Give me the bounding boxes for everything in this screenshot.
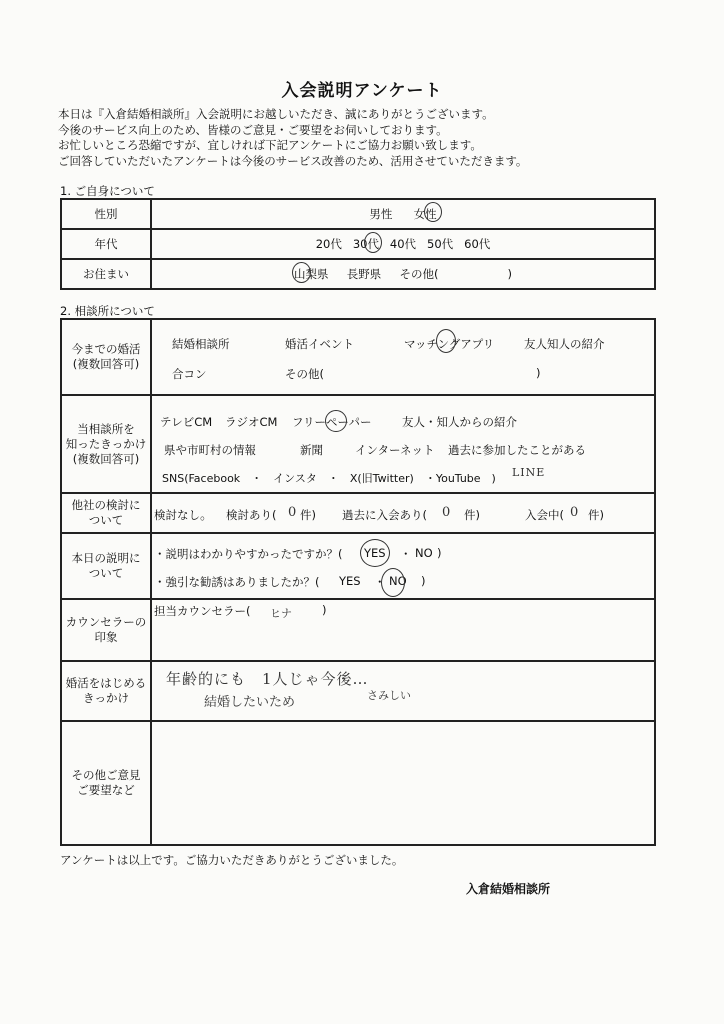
selection-circle xyxy=(360,539,390,567)
other-past-count[interactable]: 0 xyxy=(442,505,451,520)
age-50s[interactable]: 50代 xyxy=(427,237,454,251)
reason-side-note: さみしい xyxy=(367,689,411,702)
reason-line2: 結婚したいため xyxy=(204,695,296,710)
other-current-count[interactable]: 0 xyxy=(570,505,579,520)
q2-yes[interactable]: YES xyxy=(339,574,361,588)
form-title: 入会説明アンケート xyxy=(281,81,443,101)
selection-circle xyxy=(424,202,442,222)
counselor-field xyxy=(151,599,655,661)
intro-line: ご回答していただいたアンケートは今後のサービス改善のため、活用させていただきます。 xyxy=(58,153,528,168)
gender-female[interactable]: 女性 xyxy=(414,206,437,222)
trigger-handwritten-line: LINE xyxy=(512,466,546,479)
reason-line1: 年齢的にも 1人じゃ今後… xyxy=(166,670,369,688)
other-none[interactable]: 検討なし xyxy=(154,508,200,522)
history-other-close: ) xyxy=(536,366,541,380)
other-past-unit: 件) xyxy=(464,508,480,522)
trigger-radiocm[interactable]: ラジオCM xyxy=(225,415,278,429)
counselor-name-close: ) xyxy=(322,603,327,617)
selection-circle xyxy=(436,329,456,353)
history-app[interactable]: マッチングアプリ xyxy=(404,337,495,351)
trigger-local-info[interactable]: 県や市町村の情報 xyxy=(164,443,256,457)
other-considered-unit: 件) xyxy=(300,508,316,522)
other-current[interactable]: 入会中( xyxy=(525,508,564,522)
other-agencies-options xyxy=(151,493,655,533)
trigger-sns[interactable]: SNS(Facebook ・ インスタ ・ X(旧Twitter) ・YouTube ) xyxy=(162,472,496,485)
trigger-past[interactable]: 過去に参加したことがある xyxy=(448,443,586,457)
history-friend[interactable]: 友人知人の紹介 xyxy=(524,337,605,351)
reason-label: 婚活をはじめる きっかけ xyxy=(61,661,151,721)
history-agency[interactable]: 結婚相談所 xyxy=(172,337,230,351)
trigger-newspaper[interactable]: 新聞 xyxy=(300,443,323,457)
footer-text: アンケートは以上です。ご協力いただきありがとうございました。 xyxy=(60,853,404,867)
trigger-tvcm[interactable]: テレビCM xyxy=(160,415,213,429)
trigger-options xyxy=(151,395,655,493)
q1-yes[interactable]: YES xyxy=(364,546,386,560)
other-considered[interactable]: 検討あり( xyxy=(226,508,277,522)
counselor-label: カウンセラーの 印象 xyxy=(61,599,151,661)
residence-label: お住まい xyxy=(61,259,151,289)
age-20s[interactable]: 20代 xyxy=(315,237,342,251)
explanation-label: 本日の説明に ついて xyxy=(61,533,151,599)
section1-title: 1. ご自身について xyxy=(60,184,155,198)
history-gokon[interactable]: 合コン xyxy=(172,367,207,381)
gender-label: 性別 xyxy=(61,199,151,229)
other-considered-count[interactable]: 0 xyxy=(288,505,297,520)
q1-close: ) xyxy=(437,546,442,560)
q2-text: ・強引な勧誘はありましたか？( xyxy=(154,575,320,589)
history-other[interactable]: その他( xyxy=(285,367,324,381)
company-name: 入倉結婚相談所 xyxy=(466,882,551,896)
intro-line: 今後のサービス向上のため、皆様のご意見・ご要望をお伺いしております。 xyxy=(58,122,448,137)
section2-table xyxy=(60,318,656,846)
comments-field[interactable] xyxy=(151,721,655,845)
history-event[interactable]: 婚活イベント xyxy=(285,337,354,351)
other-current-unit: 件) xyxy=(588,508,604,522)
q2-no[interactable]: NO xyxy=(389,574,407,588)
q1-text: ・説明はわかりやすかったですか？( xyxy=(154,547,343,561)
q1-sep: ・ xyxy=(400,547,412,561)
residence-other[interactable]: その他( ) xyxy=(399,267,513,281)
other-past[interactable]: 過去に入会あり( xyxy=(342,508,427,522)
history-options xyxy=(151,319,655,395)
other-none-mark: 。 xyxy=(200,508,214,523)
age-label: 年代 xyxy=(61,229,151,259)
explanation-questions xyxy=(151,533,655,599)
trigger-internet[interactable]: インターネット xyxy=(355,443,435,457)
section2-title: 2. 相談所について xyxy=(60,304,155,318)
selection-circle xyxy=(364,232,382,253)
selection-circle xyxy=(325,410,347,432)
trigger-label: 当相談所を 知ったきっかけ (複数回答可) xyxy=(61,395,151,493)
age-60s[interactable]: 60代 xyxy=(464,237,491,251)
counselor-name[interactable]: ヒナ xyxy=(270,607,292,620)
q1-no[interactable]: NO xyxy=(415,546,433,560)
reason-field[interactable] xyxy=(151,661,655,721)
age-40s[interactable]: 40代 xyxy=(389,237,417,251)
trigger-freepaper[interactable]: フリーペーパー xyxy=(292,415,372,429)
gender-male[interactable]: 男性 xyxy=(369,207,393,221)
age-30s[interactable]: 30代 xyxy=(353,236,379,252)
intro-text xyxy=(58,107,527,169)
residence-nagano[interactable]: 長野県 xyxy=(346,267,382,281)
selection-circle xyxy=(381,568,405,597)
history-label: 今までの婚活 (複数回答可) xyxy=(61,319,151,395)
residence-options[interactable] xyxy=(151,259,655,289)
intro-line: 本日は『入倉結婚相談所』入会説明にお越しいただき、誠にありがとうございます。 xyxy=(58,107,494,121)
comments-label: その他ご意見 ご要望など xyxy=(61,721,151,845)
age-options[interactable] xyxy=(151,229,655,259)
section1-table xyxy=(60,198,656,290)
selection-circle xyxy=(292,262,311,283)
trigger-friend[interactable]: 友人・知人からの紹介 xyxy=(402,415,517,429)
other-agencies-label: 他社の検討に ついて xyxy=(61,493,151,533)
q2-close: ) xyxy=(421,574,426,588)
intro-line: お忙しいところ恐縮ですが、宜しければ下記アンケートにご協力お願い致します。 xyxy=(58,138,482,152)
counselor-name-label: 担当カウンセラー( xyxy=(154,604,251,618)
gender-options[interactable] xyxy=(151,199,655,229)
q2-sep: ・ xyxy=(374,575,386,589)
residence-yamanashi[interactable]: 山梨県 xyxy=(294,266,329,282)
